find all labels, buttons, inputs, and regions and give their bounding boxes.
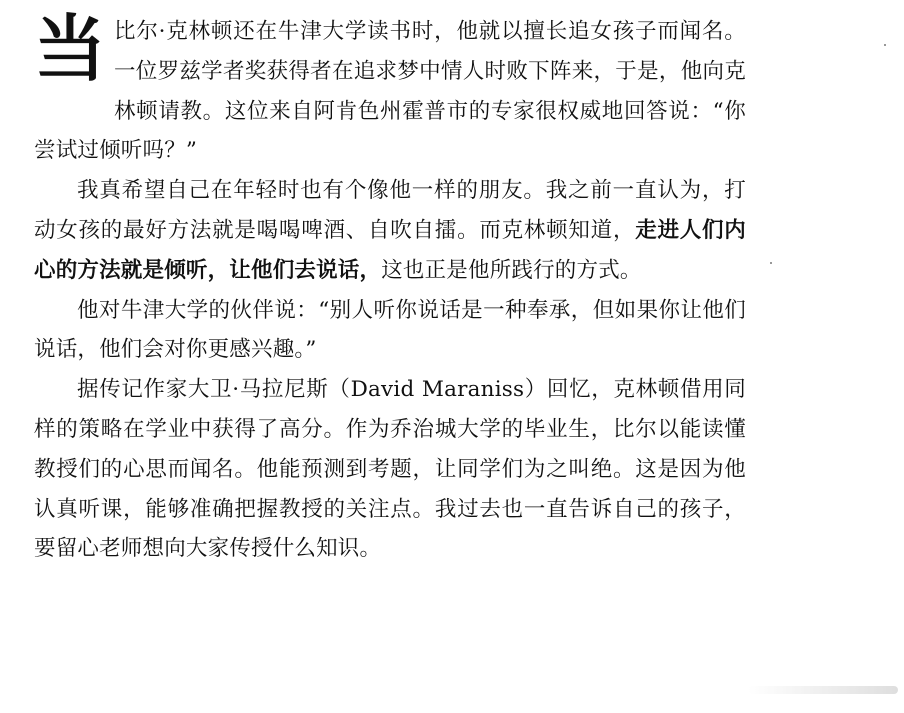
scan-speck — [884, 44, 886, 46]
paragraph-2-text-before: 我真希望自己在年轻时也有个像他一样的朋友。我之前一直认为，打动女孩的最好方法就是喝喝啤酒、自吹自擂。而克林顿知道， — [34, 178, 746, 243]
paragraph-3-text: 他对牛津大学的伙伴说：“别人听你说话是一种奉承，但如果你让他们说话，他们会对你更感兴趣。” — [34, 297, 746, 363]
drop-cap: 当 — [34, 6, 107, 91]
body-text — [34, 6, 746, 569]
watermark-smudge — [748, 686, 898, 694]
paragraph-3 — [34, 291, 746, 371]
paragraph-1 — [34, 6, 746, 171]
scan-speck — [770, 262, 772, 264]
paragraph-2 — [34, 171, 746, 290]
paragraph-2-text-after: 这也正是他所践行的方式。 — [381, 257, 642, 283]
paragraph-2-bold-text: 走进人们内心的方法就是倾听，让他们去说话， — [34, 217, 746, 283]
paragraph-4 — [34, 370, 746, 569]
paragraph-4-text: 据传记作家大卫·马拉尼斯（David Maraniss）回忆，克林顿借用同样的策略在学业中获得了高分。作为乔治城大学的毕业生，比尔以能读懂教授们的心思而闻名。他能预测到考题，让同学们为之叫绝。这是因为他认真听课，能够准确把握教授的关注点。我过去也一直告诉自己的孩子，要留心老师想向大家传授什么知识。 — [34, 377, 746, 562]
paragraph-1-text: 比尔·克林顿还在牛津大学读书时，他就以擅长追女孩子而闻名。一位罗兹学者奖获得者在追求梦中情人时败下阵来，于是，他向克林顿请教。这位来自阿肯色州霍普市的专家很权威地回答说：“你尝试过倾听吗？” — [34, 19, 746, 164]
